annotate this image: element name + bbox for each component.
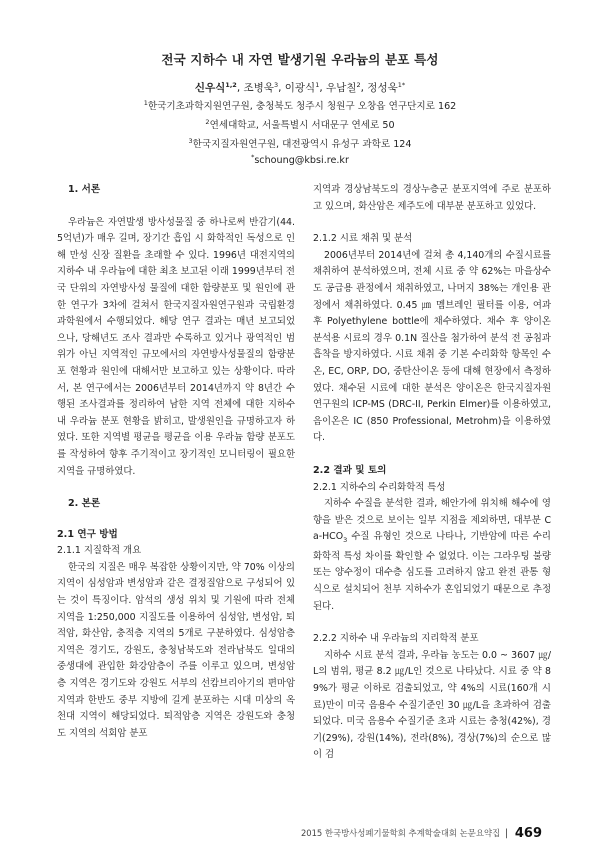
author: 우남칠$^2$	[326, 81, 361, 94]
subsubsection-heading-uranium-distribution: 2.2.2 지하수 내 우라늄의 지리학적 분포	[313, 633, 479, 645]
proceedings-title: 2015 한국방사성폐기물학회 추계학술대회 논문요약집	[300, 828, 501, 838]
subsubsection-heading-geology: 2.1.1 지질학적 개요	[57, 545, 142, 557]
paragraph-geology-continued: 지역과 경상남북도의 경상누층군 분포지역에 주로 분포하고 있으며, 화산암은 제주도에 대부분 분포하고 있었다.	[313, 184, 551, 212]
lead-author: 신우식$^{1,2}$	[194, 81, 237, 94]
page-footer	[301, 826, 542, 841]
page-number: 469	[514, 826, 542, 841]
affiliation: $^3$한국지질자원연구원, 대전광역시 유성구 과학로 124	[188, 137, 412, 150]
subsection-heading-results: 2.2 결과 및 토의	[313, 464, 387, 476]
subsection-heading-methods: 2.1 연구 방법	[57, 528, 118, 540]
section-heading-introduction: 1. 서론	[68, 184, 101, 195]
subsubsection-heading-sampling: 2.1.2 시료 채취 및 분석	[313, 233, 413, 245]
left-column	[57, 182, 295, 742]
paragraph-introduction: 우라늄은 자연발생 방사성물질 중 하나로써 반감기(44.5억년)가 매우 길며, 장기간 흡입 시 화학적인 독성으로 인해 만성 신장 질환을 초래할 수 있다. 1996년 대전지역의 지하수 내 우라늄에 대한 최초 보고된 이래 1999년부터 전국 단위의 자연방사성 물질에 대한 함량분포 및 원인에 관한 연구가 3차에 걸쳐서 한국지질자원연구원과 국립환경과학원에서 수행되었다. 해당 연구 결과는 매년 보고되었으나, 당해년도 조사 결과만 수록하고 있거나 광역적인 범위가 아닌 지역적인 규모에서의 자연방사성물질의 함량분포 현황과 원인에 대해서만 보고하고 있는 상황이다. 따라서, 본 연구에서는 2006년부터 2014년까지 약 8년간 수행된 조사결과를 정리하여 남한 지역 전체에 대한 지하수 내 우라늄 분포 현황을 밝히고, 발생원인을 규명하고자 하였다. 또한 지역별 평균을 평균을 이용 우라늄 함량 분포도를 작성하여 향후 주기적이고 장기적인 모니터링이 필요한 지역을 규명하였다.	[57, 216, 295, 477]
right-column	[313, 182, 551, 764]
affiliation: $^1$한국기초과학지원연구원, 충청북도 청주시 청원구 오창읍 연구단지로 162	[143, 99, 457, 112]
subsubsection-heading-hydrochemistry: 2.2.1 지하수의 수리화학적 특성	[313, 481, 446, 493]
author: 정성욱$^{1*}$	[367, 81, 406, 94]
paragraph-geology: 한국의 지질은 매우 복잡한 상황이지만, 약 70% 이상의 지역이 심성암과 변성암과 같은 결정질암으로 구성되어 있는 것이 특징이다. 암석의 생성 위치 및 기원에 따라 전체 지역을 1:250,000 지질도를 이용하여 심성암, 변성암, 퇴적암, 화산암, 충적층 지역의 5개로 구분하였다. 심성암층 지역은 경기도, 강원도, 충청남북도와 전라남북도 일대의 중생대에 관입한 화강암층이 주를 이루고 있으며, 변성암층 지역은 경기도와 강원도 서부의 선캄브리아기의 편마암 지역과 한반도 중부 지방에 길게 분포하는 시대 미상의 옥천대 지역이 해당되었다. 퇴적암층 지역은 강원도와 충청도 지역의 석회암 분포	[57, 561, 295, 739]
affiliation: $^2$연세대학교, 서울특별시 서대문구 연세로 50	[205, 118, 395, 131]
author-list: 신우식$^{1,2}$, 조병욱$^3$, 이광식$^1$, 우남칠$^2$, 정성욱$^{1*}$	[194, 81, 406, 94]
paragraph-hydrochemistry: 지하수 수질을 분석한 결과, 해안가에 위치해 해수에 영향을 받은 것으로 보이는 일부 지점을 제외하면, 대부분 $Ca-HCO_3$ 수질 유형인 것으로 나타나, 기반암에 따른 수리화학적 특성 차이를 확인할 수 없었다. 이는 그라우팅 불량 또는 양수정이 대수층 심도를 고려하지 않고 완전 관통 형식으로 설치되어 천부 지하수가 혼입되었기 때문으로 추정된다.	[313, 498, 551, 612]
footer-divider: |	[504, 828, 509, 839]
author: 이광식$^1$	[284, 81, 320, 94]
corresponding-email: *schoung@kbsi.re.kr	[251, 153, 349, 166]
paper-title: 전국 지하수 내 자연 발생기원 우라늄의 분포 특성	[161, 52, 439, 67]
author: 조병욱$^3$	[243, 81, 279, 94]
section-heading-main: 2. 본론	[68, 498, 101, 510]
paragraph-uranium-distribution: 지하수 시료 분석 결과, 우라늄 농도는 0.0 ~ 3607 ㎍/L의 범위, 평균 8.2 ㎍/L인 것으로 나타났다. 시료 중 약 89%가 평균 이하로 검출되었고, 약 4%의 시료(160개 시료)만이 미국 음용수 수질기준인 30 ㎍/L을 초과하여 검출되었다. 미국 음용수 수질기준 초과 시료는 충청(42%), 경기(29%), 강원(14%), 전라(8%), 경상(7%)의 순으로 많이 검	[313, 649, 551, 761]
paragraph-sampling: 2006년부터 2014년에 걸쳐 총 4,140개의 수질시료를 채취하여 분석하였으며, 전체 시료 중 약 62%는 마을상수도 공급용 관정에서 채취하였고, 나머지 38%는 개인용 관정에서 채취하였다. 0.45 ㎛ 멤브레인 필터를 이용, 여과 후 Polyethylene bottle에 채수하였다. 채수 후 양이온 분석용 시료의 경우 0.1N 질산을 첨가하여 분석 전 공침과 흡착을 방지하였다. 시료 채취 중 기본 수리화학 항목인 수온, EC, ORP, DO, 중탄산이온 등에 대해 현장에서 측정하였다. 채수된 시료에 대한 분석은 양이온은 한국지질자원연구원의 ICP-MS (DRC-II, Perkin Elmer)를 이용하였고, 음이온은 IC (850 Professional, Metrohm)을 이용하였다.	[313, 249, 551, 444]
